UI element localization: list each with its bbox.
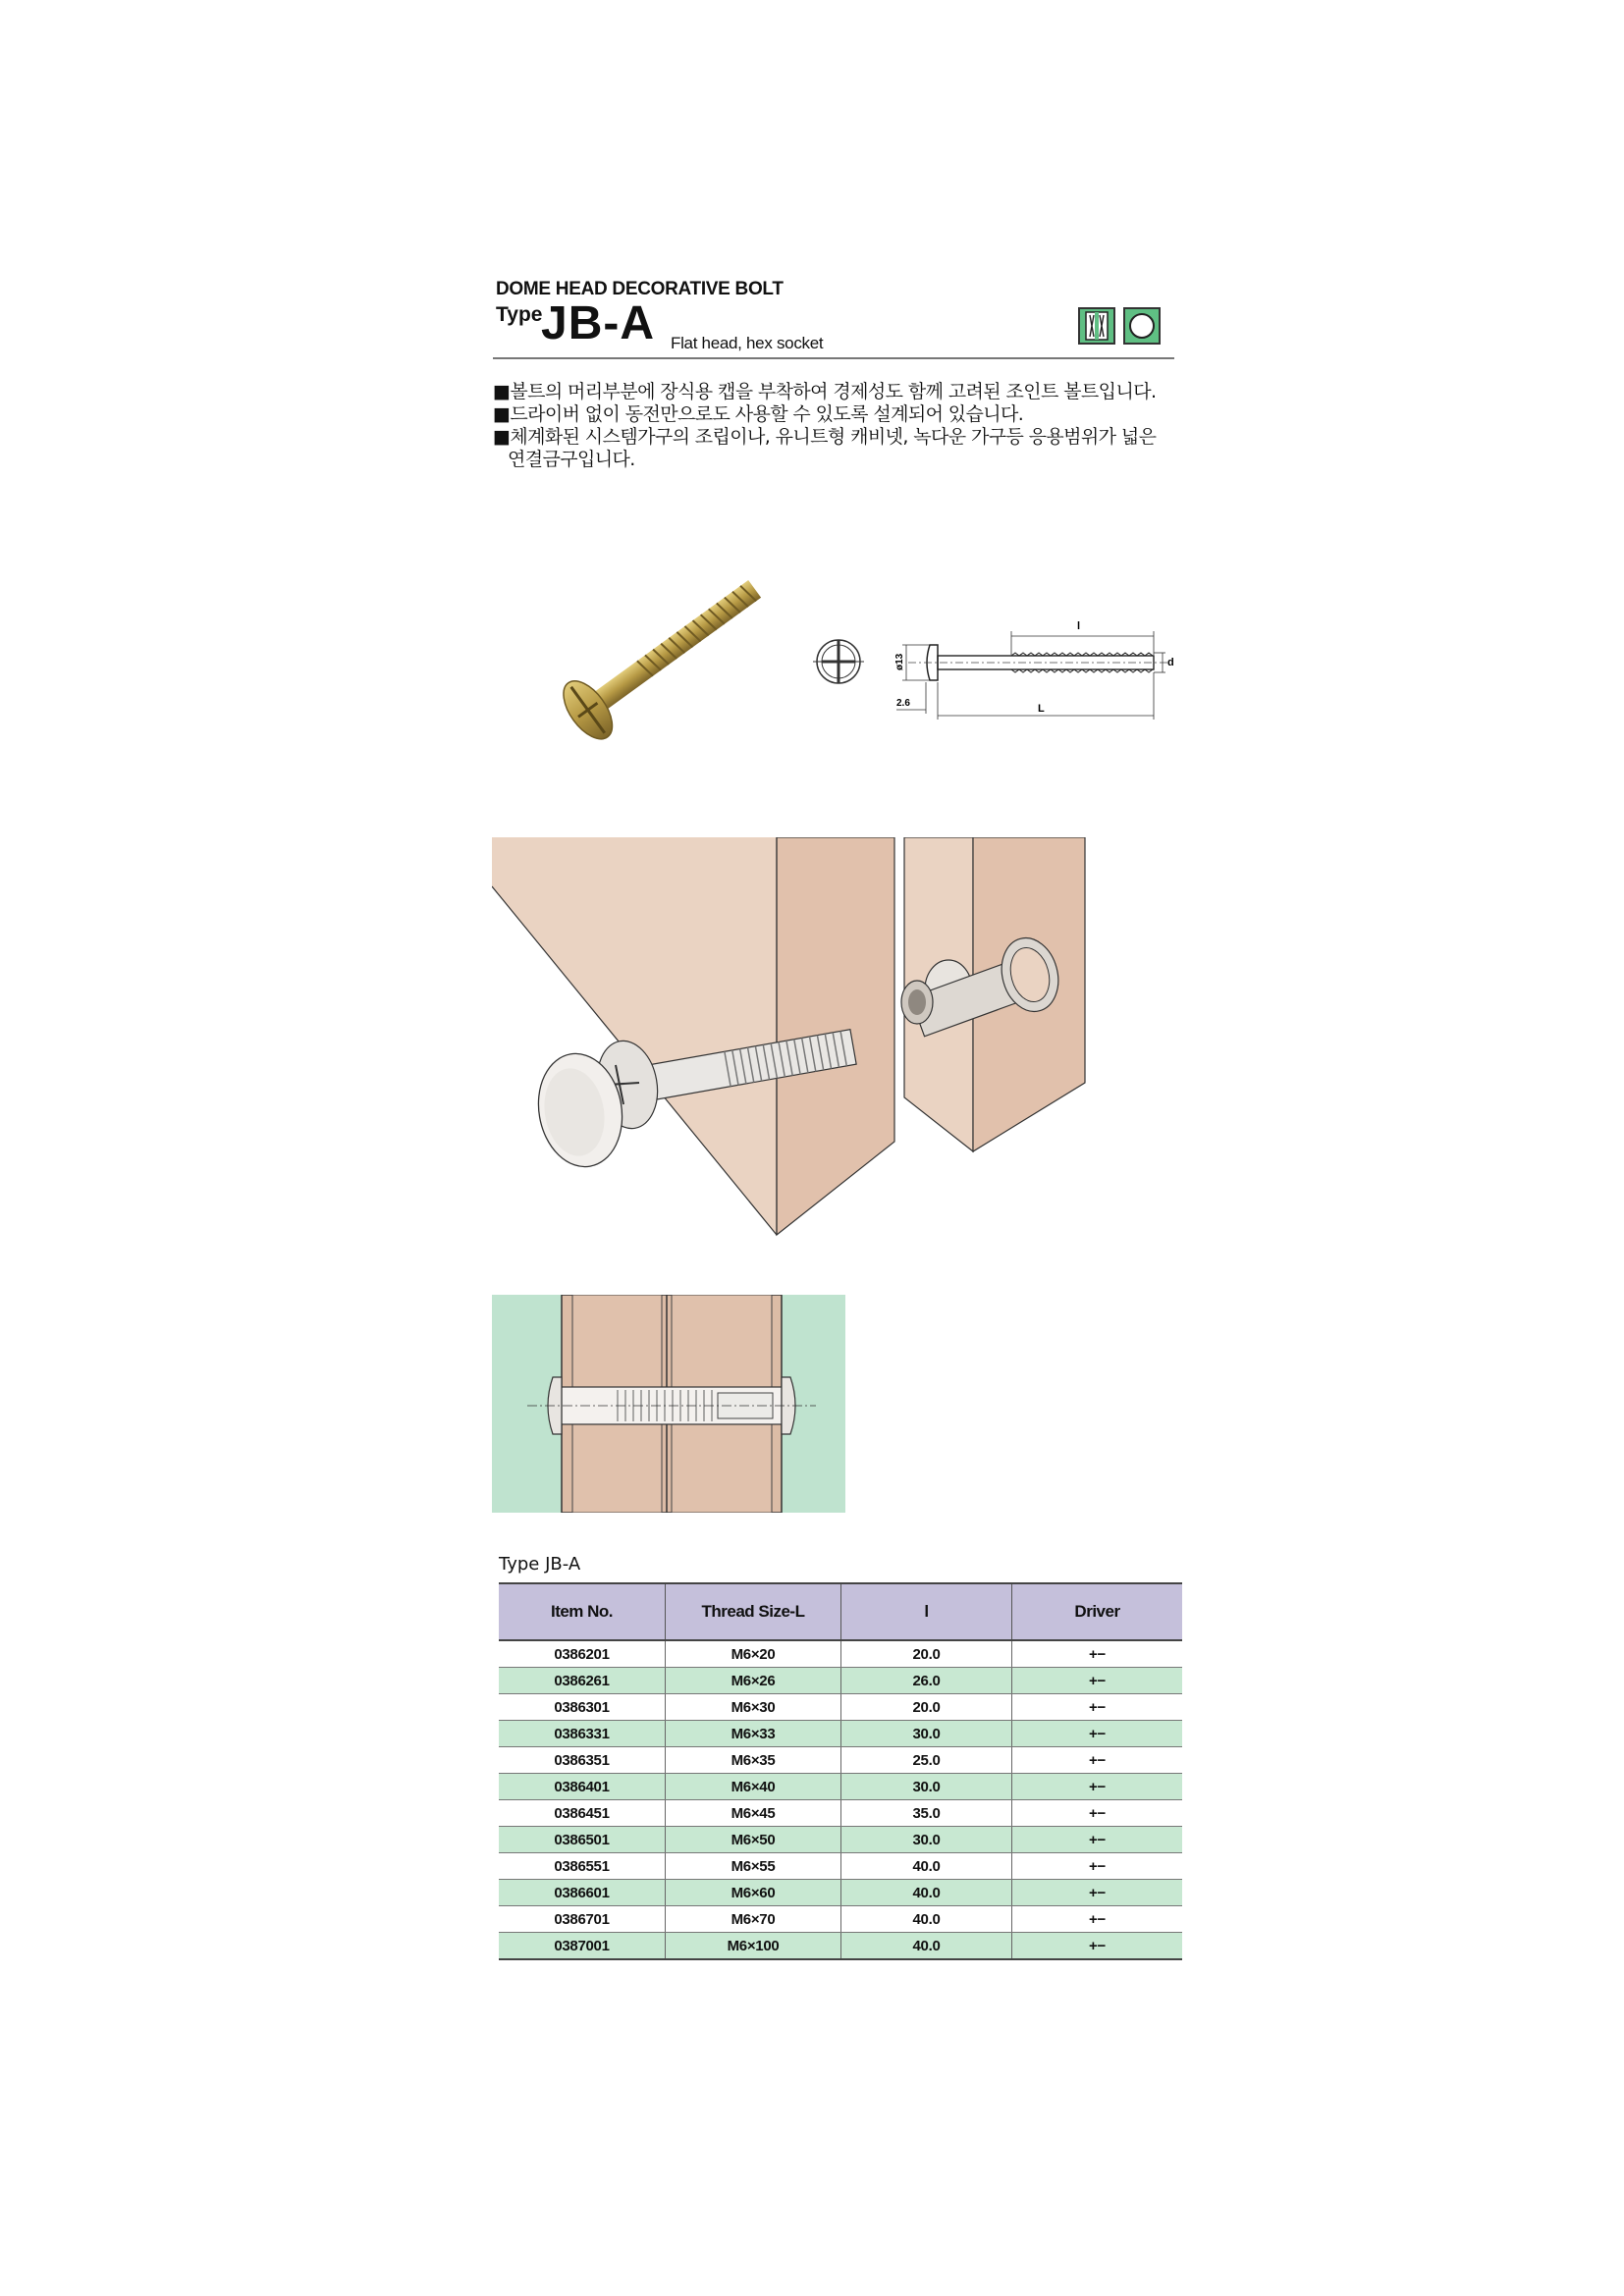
cell-l: 40.0 bbox=[841, 1906, 1012, 1933]
cell-thread-size: M6×70 bbox=[666, 1906, 841, 1933]
cell-l: 35.0 bbox=[841, 1800, 1012, 1827]
dim-phi-label: ø13 bbox=[894, 653, 905, 670]
table-row bbox=[499, 1853, 1182, 1880]
cell-thread-size: M6×35 bbox=[666, 1747, 841, 1774]
table-row bbox=[499, 1640, 1182, 1668]
cell-item-no: 0386331 bbox=[499, 1721, 666, 1747]
cell-l: 20.0 bbox=[841, 1640, 1012, 1668]
cell-driver: +− bbox=[1012, 1721, 1183, 1747]
section-view bbox=[492, 1295, 845, 1513]
table-row bbox=[499, 1906, 1182, 1933]
table-row bbox=[499, 1694, 1182, 1721]
cell-driver: +− bbox=[1012, 1906, 1183, 1933]
type-code: JB-A bbox=[541, 297, 656, 349]
cell-item-no: 0386701 bbox=[499, 1906, 666, 1933]
cell-driver: +− bbox=[1012, 1668, 1183, 1694]
col-header-driver: Driver bbox=[1012, 1583, 1183, 1640]
cell-l: 26.0 bbox=[841, 1668, 1012, 1694]
cell-l: 25.0 bbox=[841, 1747, 1012, 1774]
feature-item: ■볼트의 머리부분에 장식용 캡을 부착하여 경제성도 함께 고려된 조인트 볼트입니다. bbox=[493, 381, 1157, 402]
table-row bbox=[499, 1721, 1182, 1747]
dimension-drawing bbox=[889, 604, 1183, 731]
hex-socket-drive-icon bbox=[1078, 307, 1115, 345]
cell-thread-size: M6×50 bbox=[666, 1827, 841, 1853]
cell-thread-size: M6×30 bbox=[666, 1694, 841, 1721]
cell-driver: +− bbox=[1012, 1640, 1183, 1668]
cell-thread-size: M6×60 bbox=[666, 1880, 841, 1906]
cell-thread-size: M6×45 bbox=[666, 1800, 841, 1827]
table-row bbox=[499, 1827, 1182, 1853]
cell-l: 30.0 bbox=[841, 1774, 1012, 1800]
cell-item-no: 0387001 bbox=[499, 1933, 666, 1960]
col-header-thread-size: Thread Size-L bbox=[666, 1583, 841, 1640]
table-row bbox=[499, 1668, 1182, 1694]
cell-driver: +− bbox=[1012, 1880, 1183, 1906]
cell-thread-size: M6×55 bbox=[666, 1853, 841, 1880]
feature-list bbox=[493, 381, 1180, 471]
table-header-row bbox=[499, 1583, 1182, 1640]
cell-l: 40.0 bbox=[841, 1880, 1012, 1906]
bolt-photo bbox=[525, 579, 771, 756]
cell-l: 40.0 bbox=[841, 1933, 1012, 1960]
type-label: Type bbox=[496, 303, 543, 326]
table-row bbox=[499, 1880, 1182, 1906]
cell-thread-size: M6×20 bbox=[666, 1640, 841, 1668]
dome-head-icon bbox=[1123, 307, 1161, 345]
cell-driver: +− bbox=[1012, 1747, 1183, 1774]
table-row bbox=[499, 1774, 1182, 1800]
header-divider bbox=[493, 357, 1174, 359]
cell-l: 30.0 bbox=[841, 1721, 1012, 1747]
cell-item-no: 0386201 bbox=[499, 1640, 666, 1668]
cell-driver: +− bbox=[1012, 1853, 1183, 1880]
cell-l: 30.0 bbox=[841, 1827, 1012, 1853]
cell-item-no: 0386601 bbox=[499, 1880, 666, 1906]
table-row bbox=[499, 1933, 1182, 1960]
cell-l: 20.0 bbox=[841, 1694, 1012, 1721]
table-row bbox=[499, 1800, 1182, 1827]
cell-thread-size: M6×33 bbox=[666, 1721, 841, 1747]
dim-d-label: d bbox=[1167, 657, 1174, 668]
cell-driver: +− bbox=[1012, 1827, 1183, 1853]
table-caption: Type JB-A bbox=[499, 1554, 581, 1575]
cell-driver: +− bbox=[1012, 1774, 1183, 1800]
table-row bbox=[499, 1747, 1182, 1774]
dim-head-label: 2.6 bbox=[896, 698, 910, 709]
bolt-end-view bbox=[811, 634, 866, 689]
spec-table bbox=[499, 1582, 1182, 1960]
category-title: DOME HEAD DECORATIVE BOLT bbox=[496, 279, 784, 299]
cell-thread-size: M6×40 bbox=[666, 1774, 841, 1800]
cell-item-no: 0386501 bbox=[499, 1827, 666, 1853]
type-description: Flat head, hex socket bbox=[671, 334, 824, 352]
cell-l: 40.0 bbox=[841, 1853, 1012, 1880]
cell-item-no: 0386261 bbox=[499, 1668, 666, 1694]
feature-item: ■드라이버 없이 동전만으로도 사용할 수 있도록 설계되어 있습니다. bbox=[493, 403, 1024, 425]
dim-l-small-label: l bbox=[1077, 620, 1081, 632]
cell-driver: +− bbox=[1012, 1800, 1183, 1827]
assembly-illustration bbox=[492, 837, 1087, 1252]
col-header-l: l bbox=[841, 1583, 1012, 1640]
feature-item: 연결금구입니다. bbox=[508, 449, 635, 470]
col-header-item-no: Item No. bbox=[499, 1583, 666, 1640]
cell-item-no: 0386551 bbox=[499, 1853, 666, 1880]
cell-driver: +− bbox=[1012, 1694, 1183, 1721]
cell-item-no: 0386451 bbox=[499, 1800, 666, 1827]
dim-L-label: L bbox=[1038, 703, 1045, 715]
cell-thread-size: M6×26 bbox=[666, 1668, 841, 1694]
feature-item: ■체계화된 시스템가구의 조립이나, 유니트형 캐비넷, 녹다운 가구등 응용범위가 넓은 bbox=[493, 426, 1157, 448]
cell-item-no: 0386351 bbox=[499, 1747, 666, 1774]
cell-item-no: 0386301 bbox=[499, 1694, 666, 1721]
cell-driver: +− bbox=[1012, 1933, 1183, 1960]
cell-item-no: 0386401 bbox=[499, 1774, 666, 1800]
cell-thread-size: M6×100 bbox=[666, 1933, 841, 1960]
